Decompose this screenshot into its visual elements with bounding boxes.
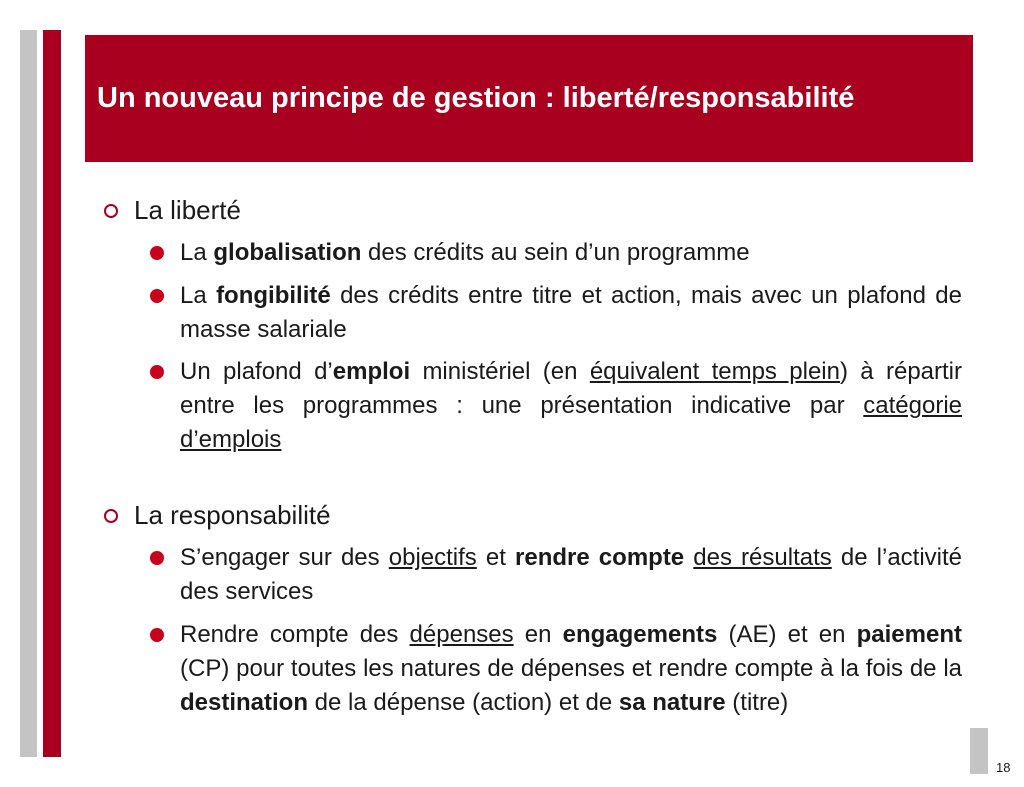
section-heading-responsabilite — [104, 500, 331, 531]
page-number: 18 — [996, 760, 1011, 775]
bullet-item — [150, 355, 962, 457]
text-run: des crédits entre titre et action, mais avec un plafond de masse salariale — [180, 282, 962, 343]
red-dot-bullet-icon — [150, 365, 164, 379]
text-run: de la dépense (action) et de — [308, 689, 619, 716]
bold-text: rendre compte — [515, 544, 685, 571]
section-heading-liberte — [104, 195, 241, 226]
bullet-text — [180, 236, 962, 270]
bold-text: sa nature — [618, 689, 726, 716]
underlined-text: objectifs — [388, 544, 477, 571]
left-gray-bar — [20, 30, 37, 757]
text-run: (CP) pour toutes les natures de dépenses et rendre compte à la fois de la — [180, 655, 962, 682]
text-run: des crédits au sein d’un programme — [361, 239, 750, 266]
bold-text: globalisation — [213, 239, 362, 266]
underlined-text: catégorie d’emplois — [180, 392, 962, 453]
bold-text: paiement — [856, 621, 962, 648]
page-number-tab — [970, 728, 988, 774]
bold-text: destination — [180, 689, 309, 716]
text-run — [684, 544, 693, 571]
text-run: Un plafond d’ — [180, 358, 333, 385]
bullet-item — [150, 541, 962, 609]
slide-title: Un nouveau principe de gestion : liberté/responsabilité — [97, 82, 855, 114]
red-dot-bullet-icon — [150, 551, 164, 565]
text-run: en — [513, 621, 563, 648]
red-dot-bullet-icon — [150, 628, 164, 642]
underlined-text: équivalent temps plein — [589, 358, 840, 385]
section-heading-text: La responsabilité — [134, 500, 331, 530]
bold-text: fongibilité — [216, 282, 331, 309]
bullet-text — [180, 355, 962, 457]
hollow-circle-bullet-icon — [104, 509, 118, 523]
title-band — [85, 35, 973, 162]
text-run: La — [180, 239, 214, 266]
bullet-item — [150, 279, 962, 347]
bullet-item — [150, 618, 962, 720]
bullet-item — [150, 236, 962, 270]
bold-text: emploi — [332, 358, 411, 385]
text-run: ) à répartir entre les programmes : une présentation indicative par — [180, 358, 963, 419]
hollow-circle-bullet-icon — [104, 204, 118, 218]
red-dot-bullet-icon — [150, 246, 164, 260]
bullet-text — [180, 541, 962, 609]
text-run: (titre) — [725, 689, 789, 716]
left-red-bar — [43, 30, 61, 757]
text-run: ministériel (en — [410, 358, 590, 385]
text-run: Rendre compte des — [180, 621, 410, 648]
text-run: et — [476, 544, 516, 571]
bullet-text — [180, 618, 962, 720]
text-run: de l’activité des services — [180, 544, 963, 605]
text-run: La — [180, 282, 217, 309]
bold-text: engagements — [562, 621, 718, 648]
text-run: (AE) et en — [717, 621, 857, 648]
bullet-text — [180, 279, 962, 347]
underlined-text: des résultats — [693, 544, 832, 571]
section-heading-text: La liberté — [134, 195, 241, 225]
text-run: S’engager sur des — [180, 544, 389, 571]
underlined-text: dépenses — [409, 621, 514, 648]
red-dot-bullet-icon — [150, 289, 164, 303]
